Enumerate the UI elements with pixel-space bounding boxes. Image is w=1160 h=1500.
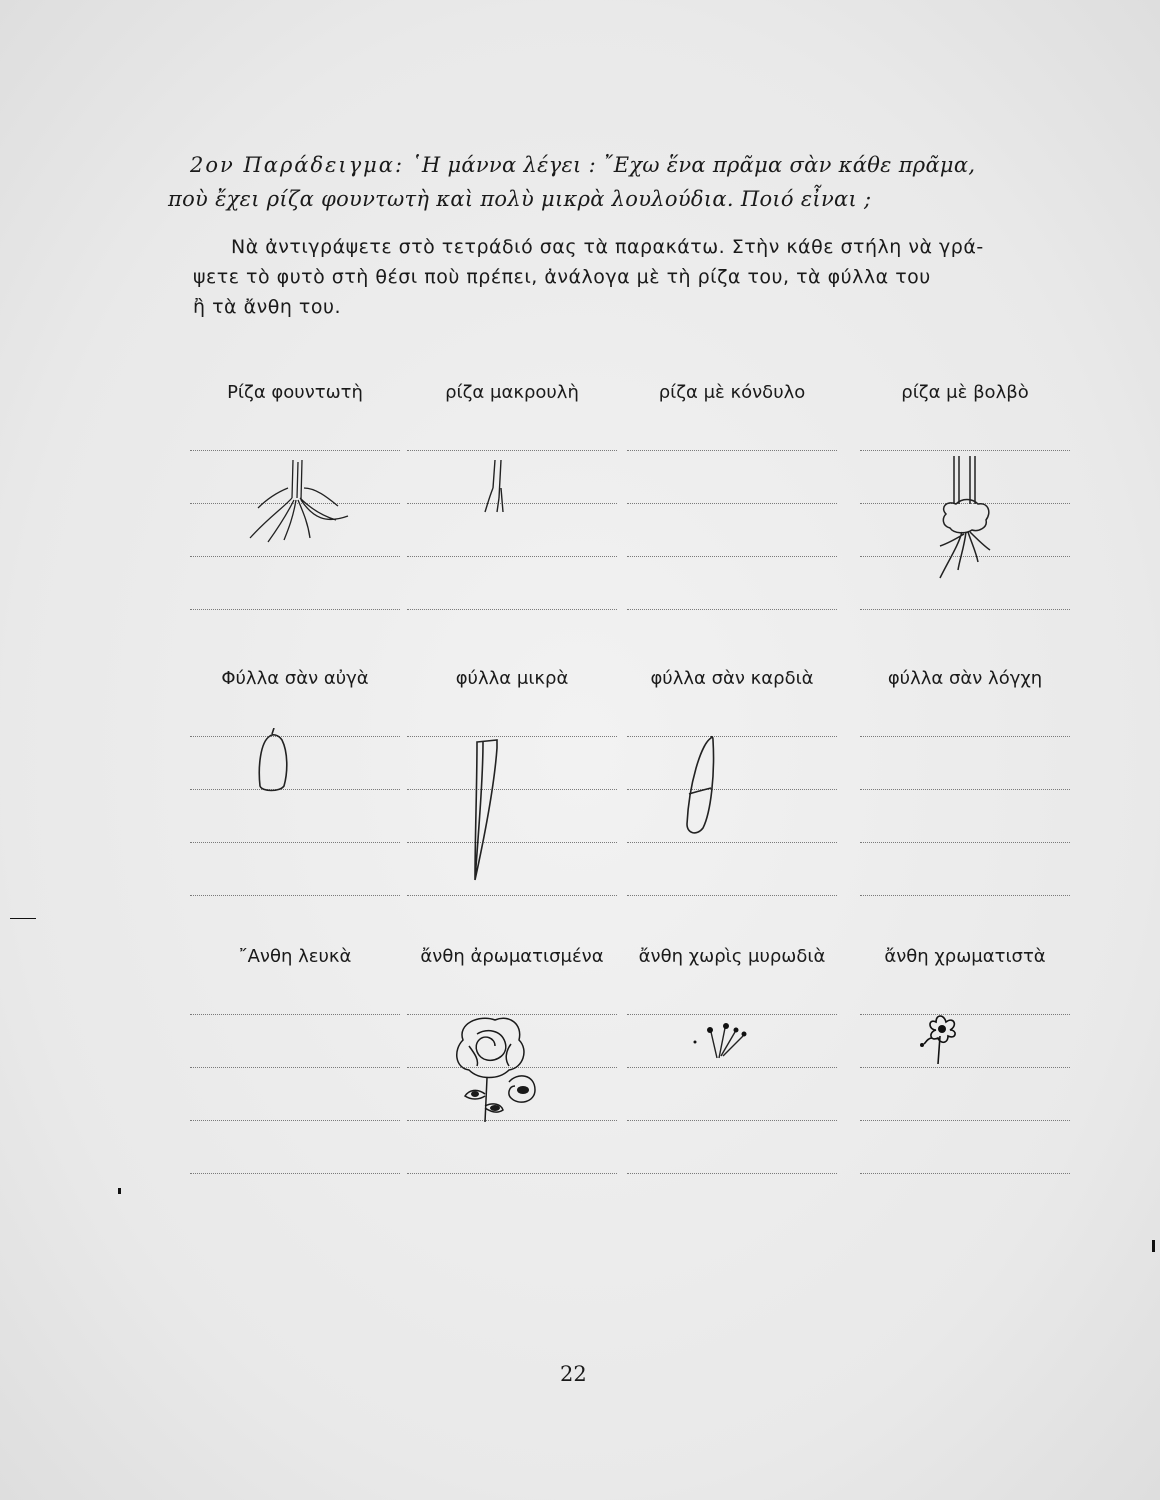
column-leaves-1 (190, 668, 400, 908)
instructions-line-1: Νὰ ἀντιγράψετε στὸ τετράδιό σας τὰ παρακάτω. Στὴν κάθε στήλη νὰ γρά- (231, 236, 984, 258)
column-roots-4 (860, 382, 1070, 622)
example-lead: 2ον Παράδειγμα: (190, 153, 405, 177)
column-label: φύλλα σὰν καρδιὰ (650, 668, 814, 689)
scan-speck (10, 918, 36, 919)
column-label: ἄνθη χωρὶς μυρωδιὰ (638, 946, 826, 967)
colored-flower-sketch (918, 1014, 968, 1074)
column-label: ἄνθη χρωματιστὰ (884, 946, 1046, 967)
column-flowers-2 (407, 946, 617, 1186)
column-label: ρίζα μακρουλὴ (445, 382, 579, 403)
column-leaves-4 (860, 668, 1070, 908)
column-roots-2 (407, 382, 617, 622)
instructions-paragraph (193, 232, 1083, 322)
column-label: ἄνθη ἀρωματισμένα (420, 946, 604, 967)
writing-lines[interactable] (627, 736, 837, 896)
example-paragraph (168, 148, 1090, 216)
column-leaves-2 (407, 668, 617, 908)
rose-flower-sketch (439, 1010, 549, 1126)
fibrous-root-sketch (238, 458, 358, 548)
writing-lines[interactable] (190, 736, 400, 896)
column-label: φύλλα μικρὰ (455, 668, 569, 689)
column-label: ρίζα μὲ βολβὸ (901, 382, 1029, 403)
page-number: 22 (560, 1362, 587, 1386)
long-root-sketch (477, 458, 527, 518)
flowers-section (190, 946, 1080, 1186)
small-leaf-sketch (463, 736, 513, 886)
column-roots-1 (190, 382, 400, 622)
writing-lines[interactable] (860, 736, 1070, 896)
column-label: φύλλα σὰν λόγχη (887, 668, 1043, 689)
instructions-line-2: ψετε τὸ φυτὸ στὴ θέσι ποὺ πρέπει, ἀνάλογα μὲ τὴ ρίζα του, τὰ φύλλα του (193, 266, 931, 288)
column-flowers-4 (860, 946, 1070, 1186)
example-line-2: ποὺ ἔχει ρίζα φουντωτὴ καὶ πολὺ μικρὰ λουλούδια. Ποιό εἶναι ; (168, 187, 872, 211)
scan-speck (118, 1188, 121, 1194)
column-flowers-3 (627, 946, 837, 1186)
bulb-root-sketch (932, 454, 1002, 590)
instructions-line-3: ἢ τὰ ἄνθη του. (193, 296, 342, 318)
writing-lines[interactable] (627, 450, 837, 610)
roots-section (190, 382, 1080, 622)
column-label: Φύλλα σὰν αὐγὰ (221, 668, 369, 689)
column-leaves-3 (627, 668, 837, 908)
scan-speck (1152, 1240, 1155, 1252)
column-label: ρίζα μὲ κόνδυλο (658, 382, 806, 403)
column-label: ῎Ανθη λευκὰ (238, 946, 352, 967)
egg-leaf-sketch (254, 728, 294, 798)
column-roots-3 (627, 382, 837, 622)
column-label: Ρίζα φουντωτὴ (227, 382, 363, 403)
heart-leaf-sketch (681, 734, 731, 844)
example-line-1: ῾Η μάννα λέγει : ῎Εχω ἕνα πρᾶμα σὰν κάθε πρᾶμα, (404, 153, 976, 177)
leaves-section (190, 668, 1080, 908)
column-flowers-1 (190, 946, 400, 1186)
writing-lines[interactable] (190, 1014, 400, 1174)
scentless-flower-sketch (691, 1018, 761, 1068)
